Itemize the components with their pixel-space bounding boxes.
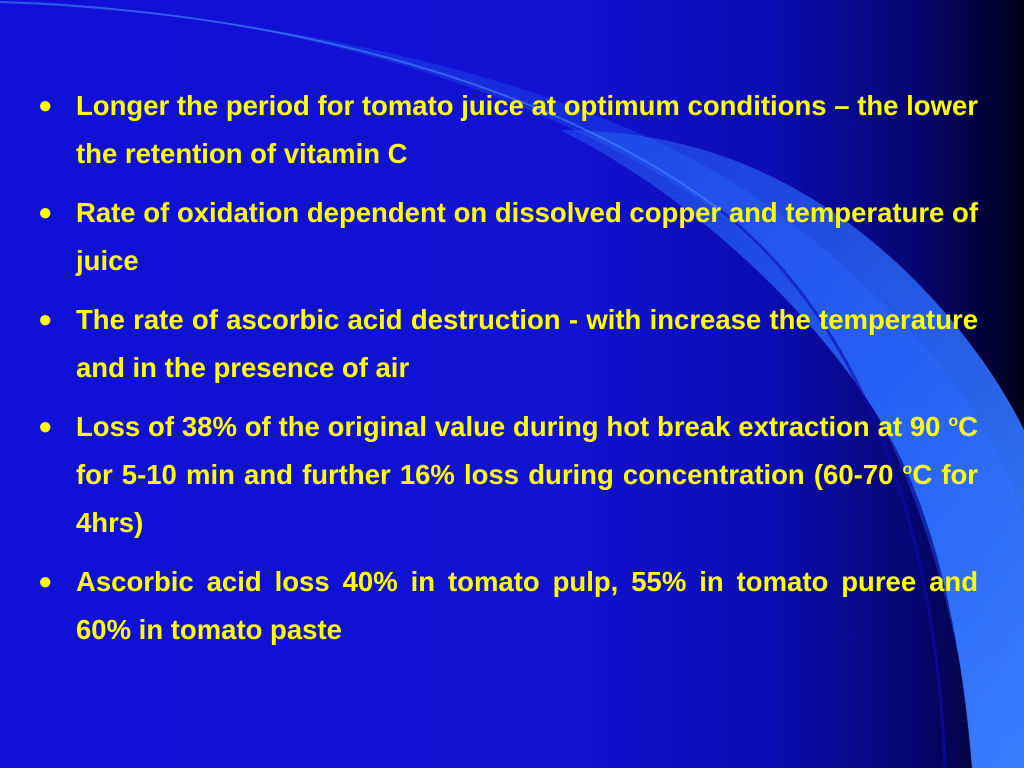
degree-superscript: o <box>902 461 913 478</box>
bullet-dot: ● <box>38 92 53 119</box>
bullet-dot: ● <box>38 199 53 226</box>
bullet-item <box>38 296 978 392</box>
bullet-text-part: C for 4hrs) <box>76 459 978 538</box>
bullet-item <box>38 189 978 285</box>
bullet-dot: ● <box>38 413 53 440</box>
bullet-text: The rate of ascorbic acid destruction - with increase the temperature and in the presence of air <box>76 304 978 383</box>
bullet-text-part: Loss of 38% of the original value during hot break extraction at 90 <box>76 411 949 442</box>
bullet-text: Rate of oxidation dependent on dissolved copper and temperature of juice <box>76 197 978 276</box>
bullet-item <box>38 82 978 178</box>
bullet-item <box>38 558 978 654</box>
bullet-dot: ● <box>38 568 53 595</box>
degree-superscript: o <box>948 413 959 430</box>
bullet-item <box>38 403 978 547</box>
bullet-text: Longer the period for tomato juice at optimum conditions – the lower the retention of vitamin C <box>76 90 978 169</box>
bullet-dot: ● <box>38 306 53 333</box>
bullet-text: Ascorbic acid loss 40% in tomato pulp, 55% in tomato puree and 60% in tomato paste <box>76 566 978 645</box>
bullet-text-part: C for 5-10 min and further 16% loss during concentration (60-70 <box>76 411 978 490</box>
bullet-text <box>76 411 978 538</box>
bullet-list <box>38 82 978 665</box>
